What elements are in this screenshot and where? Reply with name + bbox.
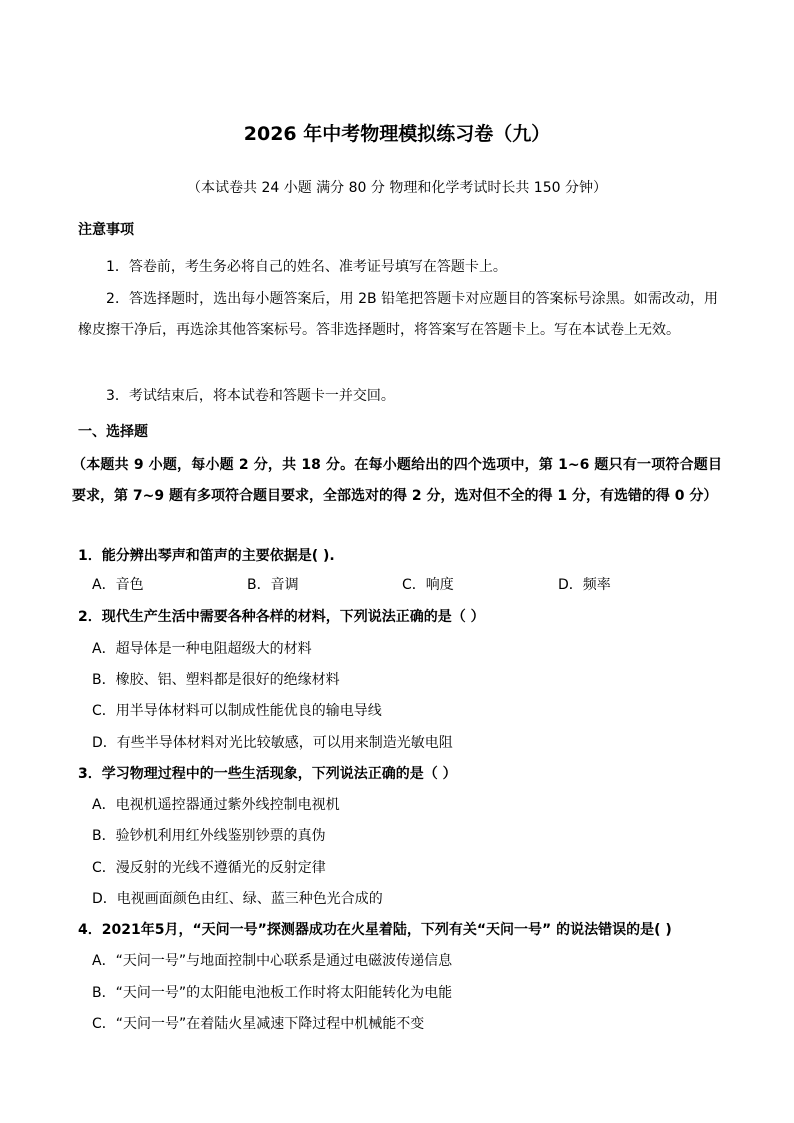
option-c: C．用半导体材料可以制成性能优良的输电导线	[92, 703, 382, 719]
option-c: C．“天问一号”在着陆火星减速下降过程中机械能不变	[92, 1016, 425, 1032]
question-stem: 3．学习物理过程中的一些生活现象，下列说法正确的是（ ）	[78, 766, 457, 782]
option-d: D．电视画面颜色由红、绿、蓝三种色光合成的	[92, 891, 383, 907]
section-instructions: （本题共 9 小题，每小题 2 分，共 18 分。在每小题给出的四个选项中，第 1~6 题只有一项符合题目要求，第 7~9 题有多项符合题目要求，全部选对的得 2 分，选对但不全的得 1 分，有选错的得 0 分）	[72, 457, 722, 504]
page-title: 2026 年中考物理模拟练习卷（九）	[243, 123, 551, 145]
option-c: C．漫反射的光线不遵循光的反射定律	[92, 860, 326, 876]
question-stem: 2．现代生产生活中需要各种各样的材料，下列说法正确的是（ ）	[78, 609, 485, 625]
option-c: C．响度	[402, 577, 454, 593]
option-b: B．验钞机利用红外线鉴别钞票的真伪	[92, 828, 326, 844]
section-heading: 一、选择题	[78, 424, 148, 440]
option-b: B．橡胶、铝、塑料都是很好的绝缘材料	[92, 672, 340, 688]
option-a: A．“天问一号”与地面控制中心联系是通过电磁波传递信息	[92, 953, 453, 969]
option-d: D．有些半导体材料对光比较敏感，可以用来制造光敏电阻	[92, 735, 453, 751]
notice-item: 2．答选择题时，选出每小题答案后，用 2B 铅笔把答题卡对应题目的答案标号涂黑。如需改动，用橡皮擦干净后，再选涂其他答案标号。答非选择题时，将答案写在答题卡上。写在本试卷上无效。	[78, 291, 718, 338]
option-a: A．超导体是一种电阻超级大的材料	[92, 641, 312, 657]
question-stem: 1．能分辨出琴声和笛声的主要依据是( ).	[78, 548, 335, 564]
option-d: D．频率	[558, 577, 611, 593]
option-b: B．“天问一号”的太阳能电池板工作时将太阳能转化为电能	[92, 985, 453, 1001]
question-stem: 4．2021年5月，“天问一号”探测器成功在火星着陆，下列有关“天问一号” 的说法错误的是( )	[78, 922, 672, 938]
option-a: A．电视机遥控器通过紫外线控制电视机	[92, 797, 340, 813]
notice-item: 3．考试结束后，将本试卷和答题卡一并交回。	[106, 388, 395, 404]
page-subtitle: （本试卷共 24 小题 满分 80 分 物理和化学考试时长共 150 分钟）	[187, 180, 607, 196]
option-b: B．音调	[247, 577, 299, 593]
option-a: A．音色	[92, 577, 144, 593]
question-options	[92, 575, 692, 595]
notice-heading: 注意事项	[78, 222, 134, 238]
notice-item: 1．答卷前，考生务必将自己的姓名、准考证号填写在答题卡上。	[106, 259, 507, 275]
